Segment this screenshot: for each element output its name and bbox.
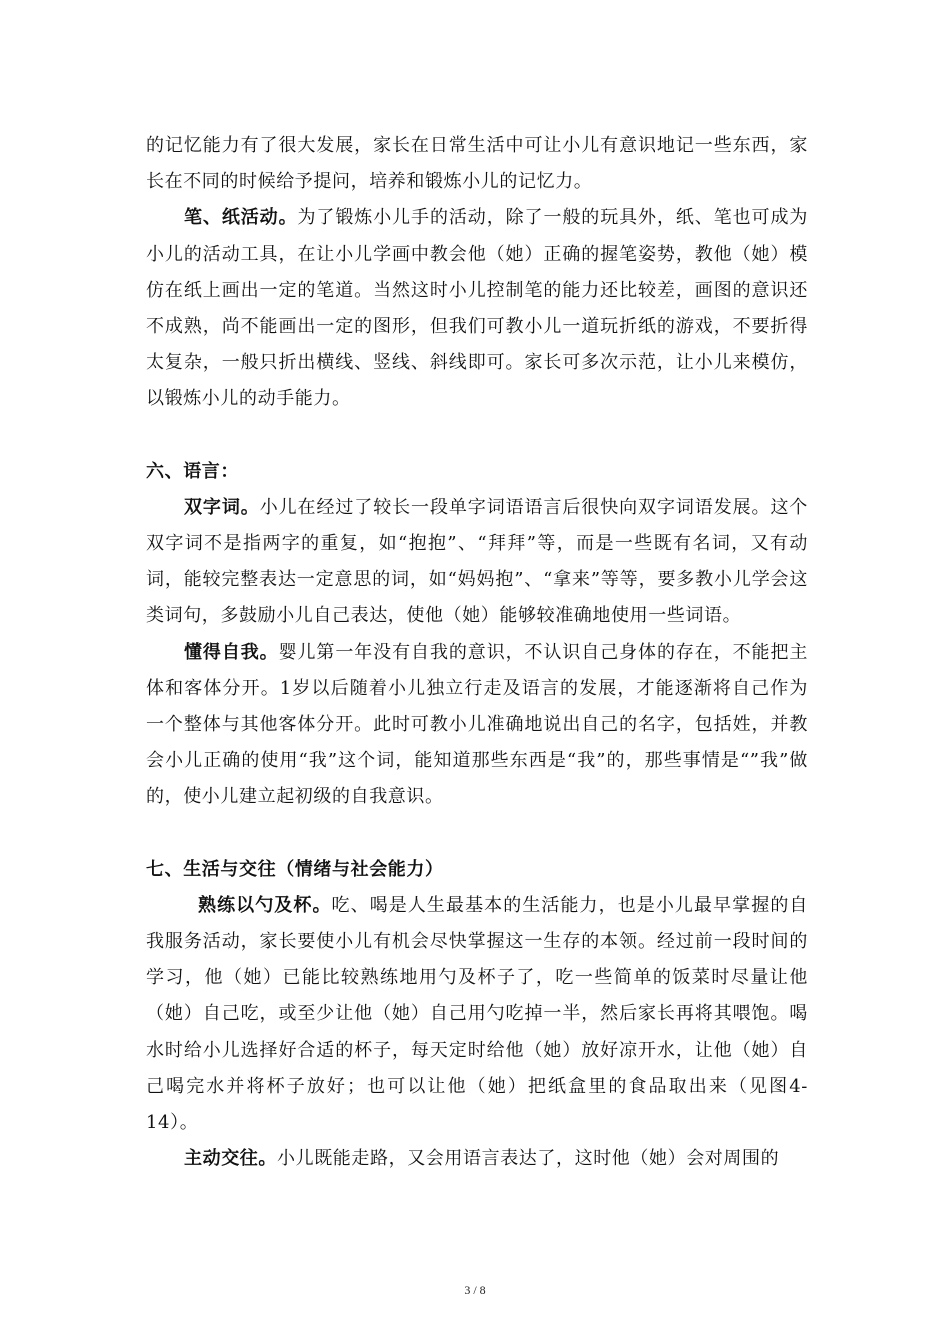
paragraph-text: 小儿既能走路，又会用语言表达了，这时他（她）会对周围的	[277, 1148, 780, 1170]
page-number: 3 / 8	[464, 1283, 486, 1297]
paragraph-text: 婴儿第一年没有自我的意识，不认识自己身体的存在，不能把主体和客体分开。1岁以后随着小儿独立行走及语言的发展，才能逐渐将自己作为一个整体与其他客体分开。此时可教小儿准确地说出自己的名字，包括姓，并教会小儿正确的使用“我”这个词，能知道那些东西是“我”的，那些事情是“”我”做的，使小儿建立起初级的自我意识。	[146, 641, 808, 808]
section-spacer	[146, 816, 808, 852]
section-heading-life-social: 七、生活与交往（情绪与社会能力）	[146, 858, 444, 880]
document-body	[146, 128, 808, 1177]
paragraph-text: 小儿在经过了较长一段单字词语语言后很快向双字词语发展。这个双字词不是指两字的重复，如“抱抱”、“拜拜”等，而是一些既有名词，又有动词，能较完整表达一定意思的词，如“妈妈抱”、“拿来”等等，要多教小儿学会这类词句，多鼓励小儿自己表达，使他（她）能够较准确地使用一些词语。	[146, 496, 808, 627]
paragraph-text: 吃、喝是人生最基本的生活能力，也是小儿最早掌握的自我服务活动，家长要使小儿有机会尽快掌握这一生存的本领。经过前一段时间的学习，他（她）已能比较熟练地用勺及杯子了，吃一些简单的饭菜时尽量让他（她）自己吃，或至少让他（她）自己用勺吃掉一半，然后家长再将其喂饱。喝水时给小儿选择好合适的杯子，每天定时给他（她）放好凉开水，让他（她）自己喝完水并将杯子放好；也可以让他（她）把纸盒里的食品取出来（见图4-14）。	[146, 894, 808, 1134]
paragraph-title: 双字词。	[184, 496, 260, 518]
section-spacer	[146, 418, 808, 454]
paragraph-memory: 的记忆能力有了很大发展，家长在日常生活中可让小儿有意识地记一些东西，家长在不同的时候给予提问，培养和锻炼小儿的记忆力。	[146, 135, 808, 193]
paragraph-active-interaction	[146, 1141, 808, 1177]
paragraph-title: 熟练以勺及杯。	[198, 894, 332, 916]
section-heading-language: 六、语言：	[146, 460, 239, 482]
paragraph-spoon-cup	[146, 888, 808, 1141]
paragraph-two-char-words	[146, 490, 808, 635]
paragraph-pen-paper	[146, 200, 808, 417]
paragraph-title: 笔、纸活动。	[184, 207, 298, 229]
paragraph-text: 为了锻炼小儿手的活动，除了一般的玩具外，纸、笔也可成为小儿的活动工具，在让小儿学画中教会他（她）正确的握笔姿势，教他（她）模仿在纸上画出一定的笔道。当然这时小儿控制笔的能力还比较差，画图的意识还不成熟，尚不能画出一定的图形，但我们可教小儿一道玩折纸的游戏，不要折得太复杂，一般只折出横线、竖线、斜线即可。家长可多次示范，让小儿来模仿，以锻炼小儿的动手能力。	[146, 207, 808, 410]
paragraph-title: 懂得自我。	[184, 641, 279, 663]
paragraph-self-awareness	[146, 635, 808, 816]
paragraph-title: 主动交往。	[184, 1148, 277, 1170]
